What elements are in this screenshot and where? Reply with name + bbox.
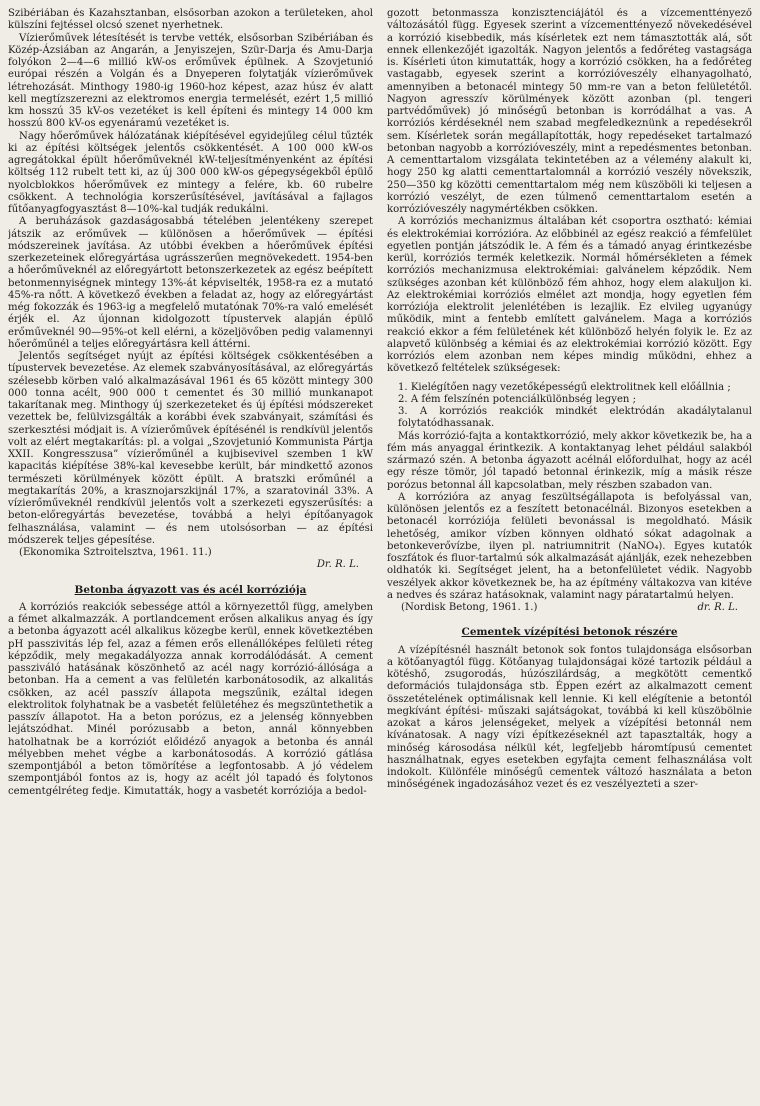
author-signature: dr. R. L. [697, 602, 738, 613]
list-item: 2. A fém felszínén potenciálkülönbség legyen ; [398, 393, 637, 405]
paragraph: Szibériában és Kazahsztanban, elsősorban azokon a területeken, ahol külszíni fejtéssel olcsó szenet nyerhetnek. [8, 8, 373, 32]
paragraph: A korróziós reakciók sebessége attól a környezettől függ, amelyben a fémet alkalmazzák. A portlandcement erősen alkalikus anyag és így a betonba ágyazott acél alkalikus közegbe kerül, ennek következtében pH passzivitás lép fel, azaz a fémen erős ellenállóképes felületi réteg képződik, mely megakadályozza annak korrodálódását. A cement passziváló hatásának köszönhető az acél nagy korrózió-állósága a betonban. Ha a cement a vas felületén karbonátosodik, az alkalitás csökken, az acél passzív állapota megszűnik, ezáltal idegen elektrolitok folyhatnak be a vasbetét felületéhez és megszüntethetik a passzív állapotot. Ha a beton porózus, ez a jelenség könnyebben lejátszódhat. Minél porózusabb a beton, annál könnyebben hatolhatnak be a korróziót előidéző anyagok a betonba és annál mélyebben mehet végbe a karbonátosodás. A korrózió gátlása szempontjából a beton tömörítése a legfontosabb. A jó védelem szempontjából fontos az is, hogy az acélt jól tapadó és folytonos cementgélréteg fedje. Kimutatták, hogy a vasbetét korróziója a bedol- [8, 601, 373, 797]
conditions-list [387, 382, 752, 431]
source-citation: (Nordisk Betong, 1961. 1.) [401, 602, 538, 613]
article-heading-text: Cementek vízépítési betonok részére [461, 626, 678, 639]
paragraph: A vízépítésnél használt betonok sok fontos tulajdonsága elsősorban a kötőanyagtól függ. Kötőanyag tulajdonságai közé tartozik például a kötéshő, zsugorodás, húzószilárdság, a megkötött cementkő deformációs tulajdonsága stb. Éppen ezért az alkalmazott cement összetételének optimálisnak kell lennie. Ki kell elégítenie a betontól megkívánt építési- műszaki sajátságokat, továbbá ki kell küszöbölnie azokat a káros jelenségeket, melyek a vízépítési betonnál nem kívánatosak. A nagy vízi építkezéseknél azt tapasztalták, hogy a minőség károsodása nélkül két, legfeljebb háromtípusú cementet használhatnak, egyes esetekben egyfajta cement felhasználása volt indokolt. Különféle minőségű cementek változó használata a beton minőségének ingadozásához vezet és ez veszélyezteti a szer- [387, 644, 752, 791]
paragraph: Jelentős segítséget nyújt az építési költségek csökkentésében a típustervek bevezetése. Az elemek szabványosításával, az előregyártás szélesebb körben való alkalmazásával 1961 és 65 között mintegy 300 000 tonna acélt, 900 000 t cementet és 30 millió munkanapot takarítanak meg. Minthogy új szerkezeteket és új építési módszereket vezettek be, felülvizsgálták a korábbi évek szabványait, számítási és szerkesztési módjait is. A vízierőművek építésénél is rendkívül jelentős volt az elért megtakarítás: pl. a volgai „Szovjetunió Kommunista Pártja XXII. Kongresszusa” vízierőműnél a kujbisevivel szemben 1 kW kapacitás kiépítése 38%-kal kevesebbe került, bár mindkettő azonos természeti körülmények között épült. A bratszki erőműnél a megtakarítás 20%, a krasznojarszkijnál 17%, a szaratovinál 33%. A vízierőműveknél rendkívül jelentős volt a szerkezeti egyszerűsítés: a beton-előregyártás bevezetése, továbbá a helyi építőanyagok felhasználása, valamint — és nem utolsósorban — az építési módszerek teljes gépesítése. [8, 351, 373, 546]
paragraph: Más korrózió-fajta a kontaktkorrózió, mely akkor következik be, ha a fém más anyaggal érintkezik. A kontaktanyag lehet például salakból származó szén. A betonba ágyazott acélnál előfordulhat, hogy az acél egy része tömör, jól tapadó betonnal érinkezik, míg a másik része porózus betonnal áll kapcsolatban, mely részben szabadon van. [387, 430, 752, 491]
author-signature: Dr. R. L. [316, 559, 359, 571]
right-column [387, 8, 752, 1106]
paragraph: Vízierőművek létesítését is tervbe vették, elsősorban Szibériában és Közép-Ázsiában az Angarán, a Jenyiszejen, Szür-Darja és Amu-Darja folyókon 2—4—6 millió kW-os erőművek épülnek. A Szovjetunió európai részén a Volgán és a Dnyeperen folytatják vízierőművek létrehozását. Minthogy 1980-ig 1960-hoz képest, azaz húsz év alatt kell megtízszerezni az elektromos energia termelését, ezért 1,5 millió km hosszú 35 kV-os vezetéket is kell építeni és mintegy 14 000 km hosszú 800 kV-os egyenáramú vezetéket is. [8, 32, 373, 130]
paragraph: Nagy hőerőművek hálózatának kiépítésével egyidejűleg célul tűzték ki az építési költségek jelentős csökkentését. A 100 000 kW-os agregátokkal épült hőerőműveknél kW-teljesítményenként az építési költség 112 rubelt tett ki, az új 300 000 kW-os gépegységekből épülő nyolcblokkos hőerőművek ez mintegy a felére, kb. 60 rubelre csökkent. A technológia korszerűsítésével, javításával a fajlagos fűtőanyagfogyasztást 8—10%-kal tudják redukálni. [8, 130, 373, 215]
article-heading [387, 626, 752, 638]
source-line [387, 602, 752, 614]
left-column [8, 8, 373, 1106]
paragraph: A beruházások gazdaságosabbá tételében jelentékeny szerepet játszik az erőművek — különösen a hőerőművek — építési módszereinek javítása. Az utóbbi években a hőerőművek építési szerkezeteinek előregyártása ugrásszerűen megnövekedett. 1954-ben a hőerőműveknél az előregyártott betonszerkezetek az egész beépített betonmennyiségnek mintegy 13%-át képviselték, 1958-ra ez a mutató 45%-ra nőtt. A következő években a feladat az, hogy az előregyártást még fokozzák és 1963-ig a megfelelő mutatónak 70%-ra való emelését érjék el. Az újonnan kidolgozott típustervek alapján épülő erőműveknél 90—95%-ot kell elérni, a közeljövőben pedig valamennyi hőerőműnél a teljes előregyártásra kell áttérni. [8, 216, 373, 350]
list-item: 3. A korróziós reakciók mindkét elektródán akadálytalanul folytatódhassanak. [398, 406, 752, 430]
list-item: 1. Kielégítően nagy vezetőképességű elektrolitnek kell előállnia ; [398, 381, 731, 393]
paragraph: A korrózióra az anyag feszültségállapota is befolyással van, különösen jelentős ez a feszített betonacélnál. Bizonyos esetekben a betonacél korróziója felületi bevonással is megoldható. Másik lehetőség, amikor vízben könnyen oldható sókat adagolnak a betonkeverővízbe, ilyen pl. natriumnitrit (NaNO₄). Egyes kutatók foszfátok és fluor-tartalmú sók alkalmazását ajánlják, ezek nehezebben oldhatók ki. Segítséget jelent, ha a betonfelületet védik. Nagyobb veszélyek akkor következnek be, ha az építmény váltakozva van kitéve a nedves és száraz hatásoknak, valamint nagy páratartalmú helyen. [387, 491, 752, 601]
article-heading [8, 584, 373, 596]
article-heading-text: Betonba ágyazott vas és acél korróziója [74, 583, 307, 596]
paragraph: gozott betonmassza konzisztenciájától és a vízcementtényező változásától függ. Egyesek szerint a vízcementtényező növekedésével a korrózió kisebbedik, más kísérletek ezt nem támasztották alá, sőt ennek ellenkezőjét igazolták. Nagyon jelentős a fedőréteg vastagsága is. Kísérleti úton kimutatták, hogy a korrózió csökken, ha a fedőréteg vastagabb, egyesek szerint a korrózióveszély elhanyagolható, amennyiben a betonacél mintegy 50 mm-re van a beton felületétől. Nagyon agresszív körülmények között azonban (pl. tengeri partvédőművek) jó minőségű betonban is korródálhat a vas. A korróziós kérdéseknél nem szabad megfeledkeznünk a repedésekről sem. Kísérletek során megállapították, hogy repedéseket tartalmazó betonban nagyobb a korrózióveszély, mint a repedésmentes betonban. A cementtartalom vizsgálata tekintetében az a vélemény alakult ki, hogy 250 kg alatti cementtartalomnál a korrózió veszély növekszik, 250—350 kg közötti cementtartalom még nem küszöböli ki teljesen a korrózió veszélyt, de ezen túlmenő cementtartalom esetén a korrózióveszély nagymértékben csökken. [387, 8, 752, 215]
paragraph: A korróziós mechanizmus általában két csoportra osztható: kémiai és elektrokémiai korrózióra. Az előbbinél az egész reakció a fémfelület egyetlen pontján játszódik le. A fém és a támadó anyag érintkezésbe kerül, korróziós termék keletkezik. Normál hőmérsékleten a fémek korróziós mechanizmusa elektrokémiai: galvánelem képződik. Nem szükséges azonban két különböző fém ahhoz, hogy elem alakuljon ki. Az elektrokémiai korróziós elmélet azt mondja, hogy egyetlen fém korróziója elektrolit jelenlétében is lezajlik. Ez elvileg ugyanúgy működik, mint a fentebb említett galvánelem. Maga a korróziós reakció ekkor a fém felületének két különböző helyén folyik le. Ez az alapvető különbség a kémiai és az elektrokémiai korrózió között. Egy korróziós elem azonban nem képes mindig működni, ehhez a következő feltételek szükségesek: [387, 216, 752, 375]
source-citation: (Ekonomika Sztroitelsztva, 1961. 11.) [19, 547, 212, 558]
